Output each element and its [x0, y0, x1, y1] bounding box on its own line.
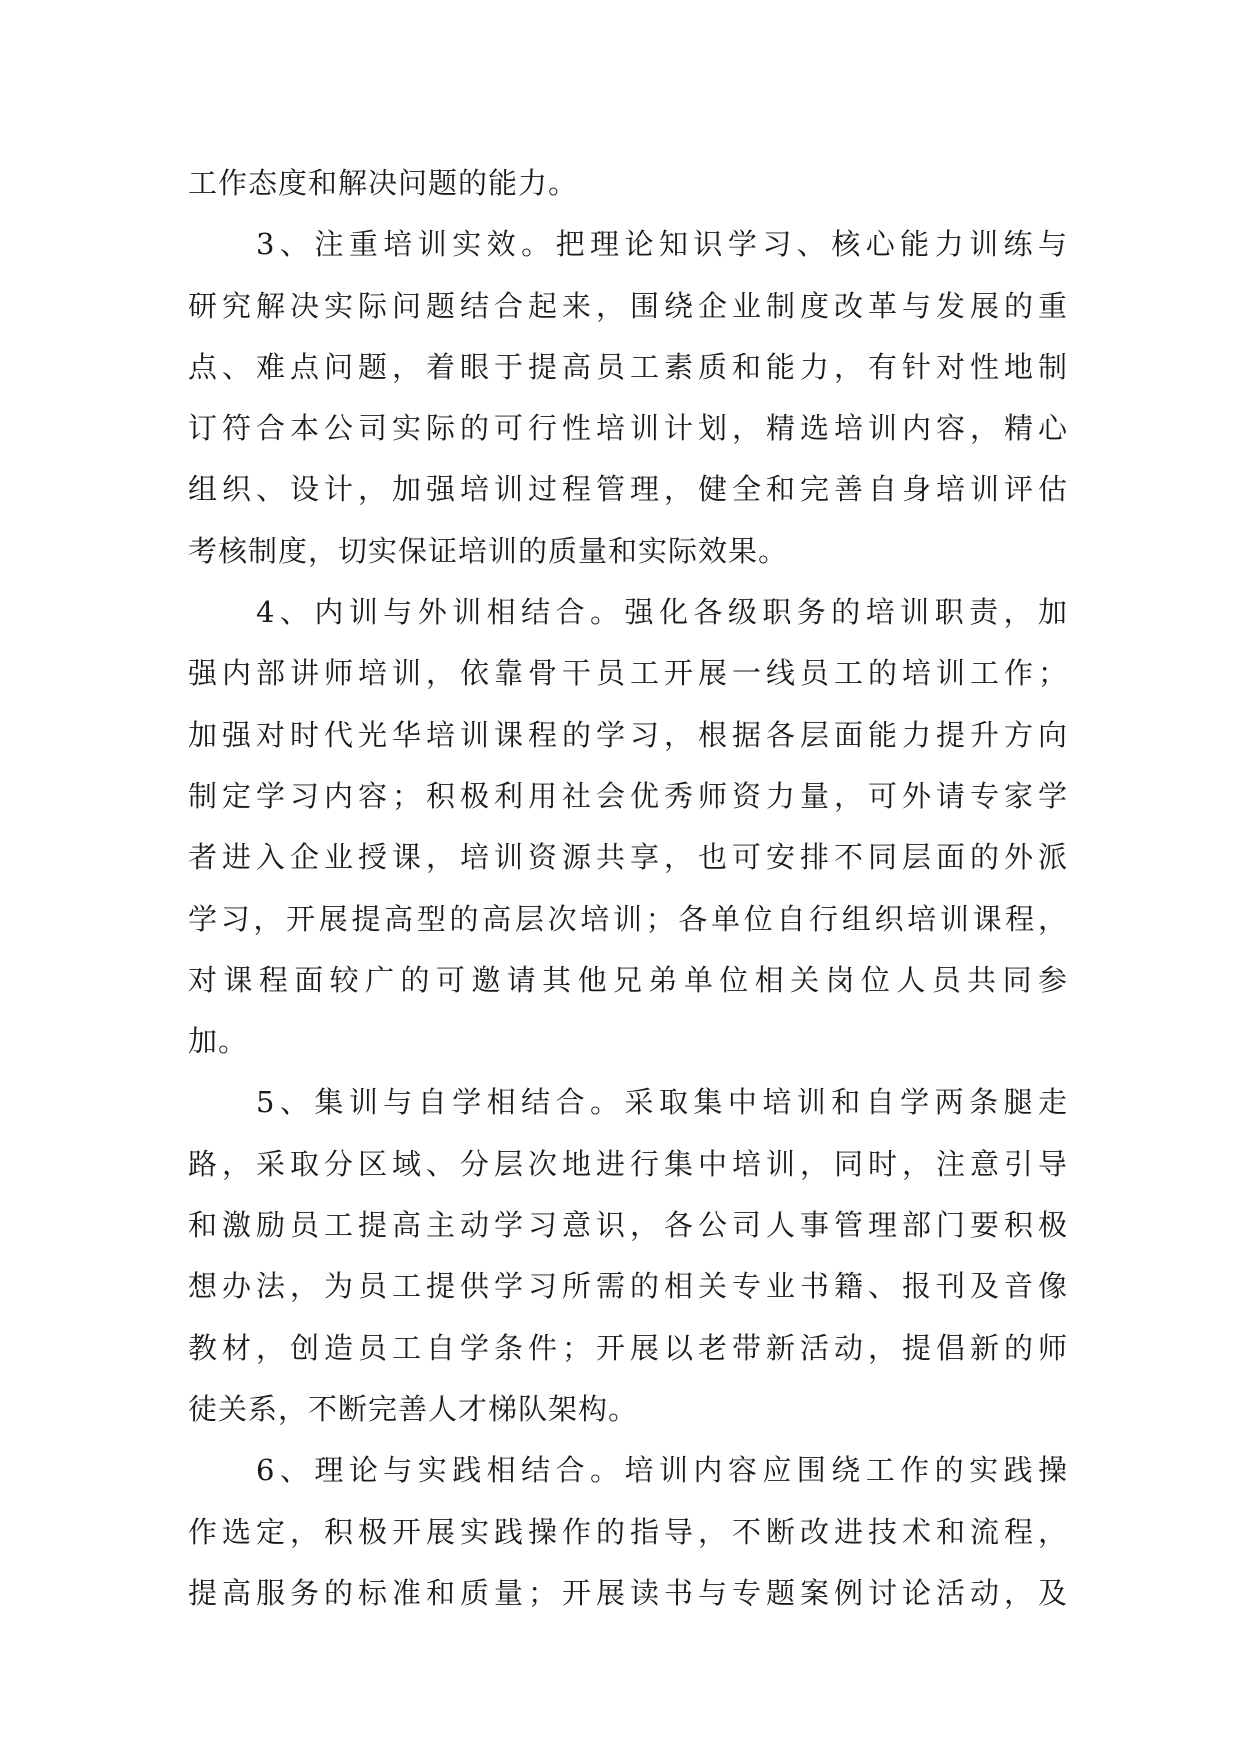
text-line: 工作态度和解决问题的能力。 [188, 166, 579, 200]
text-line: 提高服务的标准和质量；开展读书与专题案例讨论活动，及 [188, 1575, 1068, 1610]
text-line: 5、集训与自学相结合。采取集中培训和自学两条腿走 [256, 1085, 1068, 1120]
text-line: 6、理论与实践相结合。培训内容应围绕工作的实践操 [256, 1453, 1068, 1488]
text-line: 4、内训与外训相结合。强化各级职务的培训职责，加 [256, 595, 1068, 630]
text-line: 考核制度，切实保证培训的质量和实际效果。 [188, 533, 789, 568]
text-line: 徒关系，不断完善人才梯队架构。 [188, 1391, 639, 1426]
text-line: 加强对时代光华培训课程的学习，根据各层面能力提升方向 [188, 717, 1068, 752]
text-line: 和激励员工提高主动学习意识，各公司人事管理部门要积极 [188, 1208, 1068, 1243]
text-line: 研究解决实际问题结合起来，围绕企业制度改革与发展的重 [188, 288, 1068, 323]
text-line: 组织、设计，加强培训过程管理，健全和完善自身培训评估 [188, 472, 1068, 507]
text-line: 教材，创造员工自学条件；开展以老带新活动，提倡新的师 [188, 1330, 1068, 1365]
text-line: 加。 [188, 1024, 249, 1059]
text-line: 点、难点问题，着眼于提高员工素质和能力，有针对性地制 [188, 349, 1068, 384]
text-line: 想办法，为员工提供学习所需的相关专业书籍、报刊及音像 [188, 1269, 1068, 1304]
text-line: 者进入企业授课，培训资源共享，也可安排不同层面的外派 [188, 840, 1068, 875]
text-line: 3、注重培训实效。把理论知识学习、核心能力训练与 [256, 227, 1068, 262]
text-line: 对课程面较广的可邀请其他兄弟单位相关岗位人员共同参 [188, 962, 1068, 997]
text-line: 学习，开展提高型的高层次培训；各单位自行组织培训课程， [188, 901, 1068, 936]
text-line: 订符合本公司实际的可行性培训计划，精选培训内容，精心 [188, 411, 1068, 446]
text-line: 作选定，积极开展实践操作的指导，不断改进技术和流程， [188, 1514, 1068, 1549]
text-line: 路，采取分区域、分层次地进行集中培训，同时，注意引导 [188, 1146, 1068, 1181]
text-line: 制定学习内容；积极利用社会优秀师资力量，可外请专家学 [188, 778, 1068, 813]
document-body [188, 153, 1068, 1624]
text-line: 强内部讲师培训，依靠骨干员工开展一线员工的培训工作； [188, 656, 1068, 691]
